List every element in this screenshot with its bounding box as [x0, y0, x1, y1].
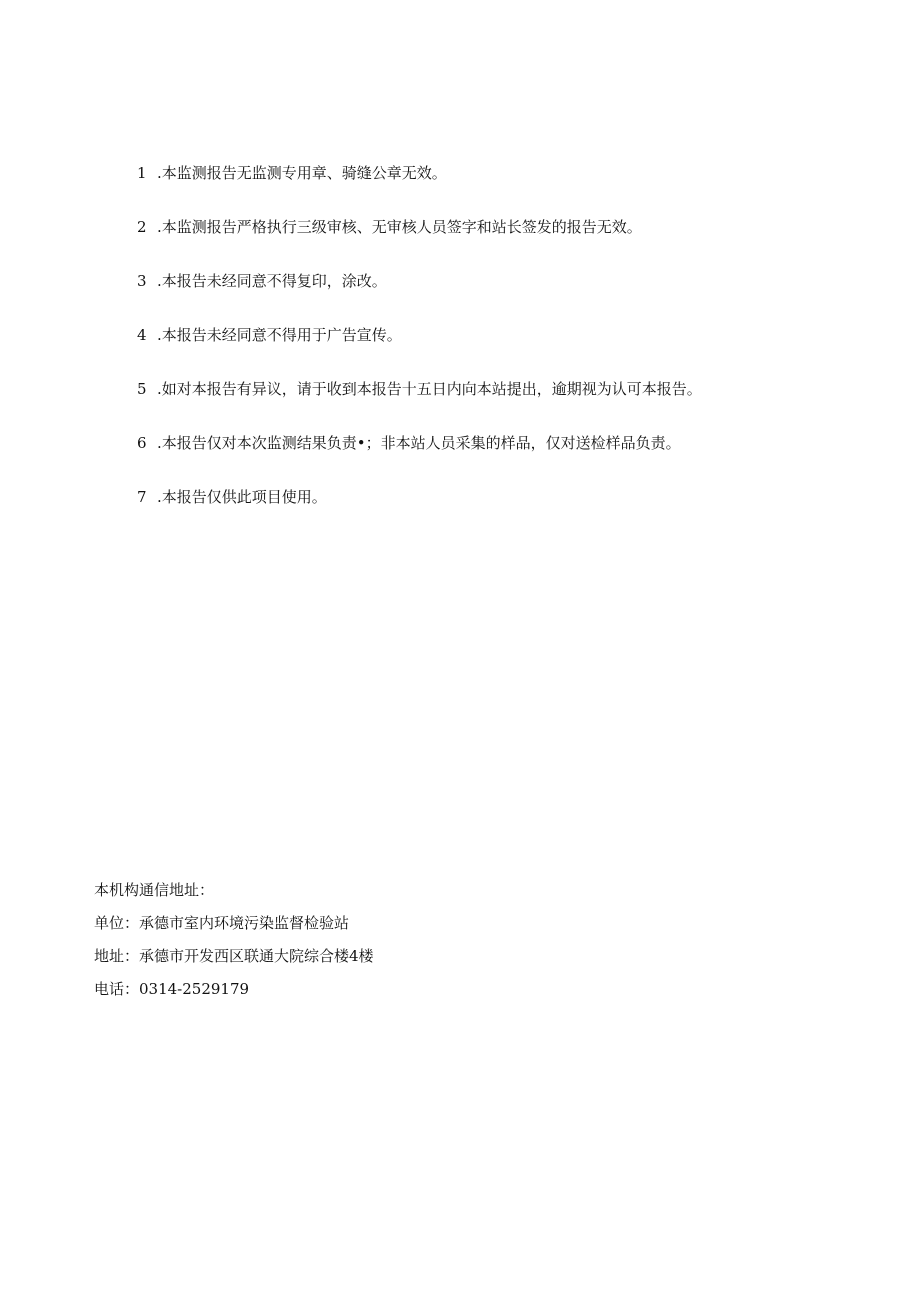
- contact-address: 地址：承德市开发西区联通大院综合楼4楼: [94, 947, 374, 965]
- note-item-3: [137, 270, 857, 324]
- note-item-2: [137, 216, 857, 270]
- note-number: 4: [137, 326, 147, 344]
- notes-list: [137, 162, 857, 540]
- note-item-4: [137, 324, 857, 378]
- note-text: .如对本报告有异议，请于收到本报告十五日内向本站提出，逾期视为认可本报告。: [157, 380, 702, 398]
- note-text: .本报告未经同意不得复印，涂改。: [157, 272, 387, 290]
- note-text: .本监测报告严格执行三级审核、无审核人员签字和站长签发的报告无效。: [157, 218, 642, 236]
- note-number: 5: [137, 380, 147, 398]
- note-item-6: [137, 432, 857, 486]
- note-item-1: [137, 162, 857, 216]
- contact-phone: 电话：0314-2529179: [94, 980, 250, 998]
- note-text: .本报告未经同意不得用于广告宣传。: [157, 326, 402, 344]
- note-item-5: [137, 378, 857, 432]
- note-number: 1: [137, 164, 147, 182]
- note-text: .本监测报告无监测专用章、骑缝公章无效。: [157, 164, 447, 182]
- note-text: .本报告仅对本次监测结果负责•；非本站人员采集的样品，仅对送检样品负责。: [157, 434, 681, 452]
- note-item-7: [137, 486, 857, 540]
- note-text: .本报告仅供此项目使用。: [157, 488, 327, 506]
- note-number: 7: [137, 488, 147, 506]
- contact-unit: 单位：承德市室内环境污染监督检验站: [94, 914, 350, 932]
- note-number: 3: [137, 272, 147, 290]
- contact-heading: 本机构通信地址：: [94, 881, 215, 899]
- note-number: 6: [137, 434, 147, 452]
- note-number: 2: [137, 218, 147, 236]
- contact-block: [94, 878, 594, 1010]
